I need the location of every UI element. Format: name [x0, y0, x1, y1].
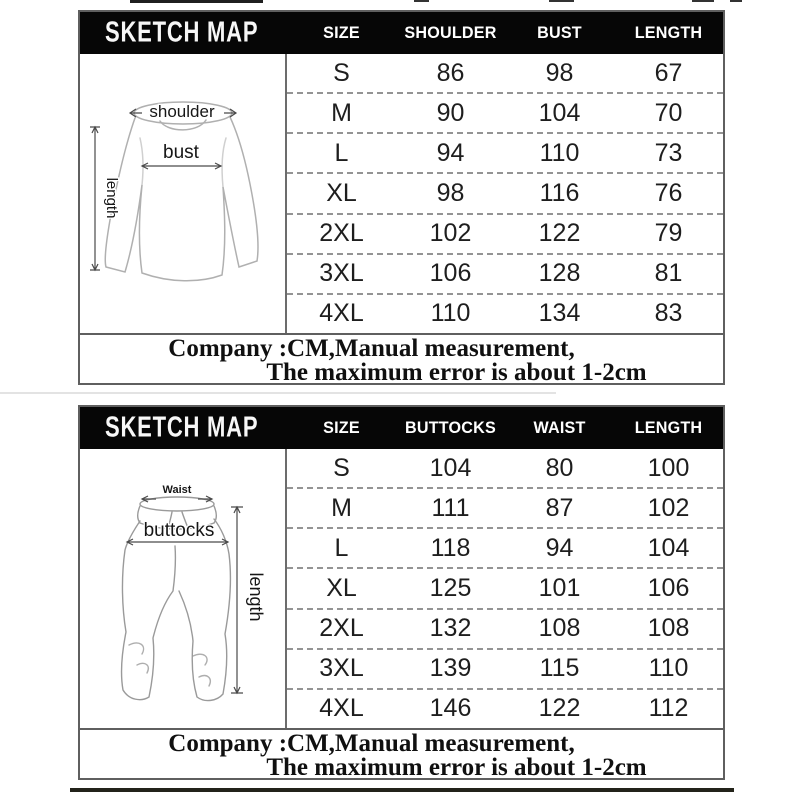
value-cell: 98	[436, 178, 465, 207]
size-cell: 4XL	[319, 299, 364, 328]
size-cell: S	[333, 453, 350, 482]
top-header-bar	[80, 12, 723, 54]
measurement-note	[80, 333, 723, 386]
value-cell: 108	[647, 614, 690, 643]
table-row	[287, 172, 723, 212]
bust-label: bust	[163, 142, 199, 163]
value-cell: 101	[538, 573, 581, 602]
value-cell: 104	[647, 533, 690, 562]
crop-artifact	[130, 0, 263, 3]
bottom-header-bar	[80, 407, 723, 449]
shirt-sketch	[80, 54, 285, 333]
crop-artifact	[414, 0, 429, 2]
value-cell: 125	[429, 573, 472, 602]
value-cell: 122	[538, 694, 581, 723]
column-header-bust: BUST	[537, 23, 582, 42]
value-cell: 80	[545, 453, 574, 482]
column-header-shoulder: SHOULDER	[404, 23, 497, 42]
note-line-1: Company :CM,Manual measurement,	[168, 335, 575, 362]
bottom-divider-strip	[70, 788, 734, 792]
measurement-note	[80, 728, 723, 781]
waist-label: Waist	[162, 484, 192, 496]
value-cell: 70	[654, 98, 683, 127]
size-cell: 3XL	[319, 654, 364, 683]
value-cell: 106	[647, 573, 690, 602]
table-row	[287, 608, 723, 648]
value-cell: 94	[545, 533, 574, 562]
size-cell: 3XL	[319, 259, 364, 288]
value-cell: 81	[654, 259, 683, 288]
size-cell: M	[331, 493, 352, 522]
table-row	[287, 92, 723, 132]
crop-artifact	[549, 0, 574, 2]
size-cell: XL	[326, 573, 357, 602]
crop-artifact	[692, 0, 714, 2]
value-cell: 87	[545, 493, 574, 522]
size-cell: 2XL	[319, 219, 364, 248]
value-cell: 90	[436, 98, 465, 127]
value-cell: 139	[429, 654, 472, 683]
size-cell: S	[333, 58, 350, 87]
value-cell: 110	[648, 654, 689, 683]
value-cell: 102	[429, 219, 472, 248]
value-cell: 128	[538, 259, 581, 288]
value-cell: 106	[429, 259, 472, 288]
top-size-table	[287, 54, 723, 333]
length-label: length	[103, 177, 120, 219]
value-cell: 79	[654, 219, 683, 248]
value-cell: 116	[539, 178, 580, 207]
sketch-map-title: SKETCH MAP	[105, 16, 259, 49]
value-cell: 110	[430, 299, 471, 328]
column-header-length: LENGTH	[634, 418, 703, 437]
value-cell: 104	[429, 453, 472, 482]
size-cell: L	[334, 138, 349, 167]
size-chart-top	[78, 10, 725, 385]
value-cell: 111	[431, 493, 470, 522]
table-row	[287, 253, 723, 293]
table-row	[287, 132, 723, 172]
value-cell: 104	[538, 98, 581, 127]
table-row	[287, 688, 723, 728]
value-cell: 112	[648, 694, 689, 723]
note-line-2: The maximum error is about 1-2cm	[266, 754, 647, 781]
table-row	[287, 293, 723, 333]
value-cell: 134	[538, 299, 581, 328]
value-cell: 102	[647, 493, 690, 522]
value-cell: 83	[654, 299, 683, 328]
value-cell: 76	[654, 178, 683, 207]
bottom-column-headers	[287, 407, 723, 449]
value-cell: 73	[654, 138, 683, 167]
value-cell: 67	[654, 58, 683, 87]
value-cell: 94	[436, 138, 465, 167]
section-divider-ghost	[0, 392, 556, 394]
top-column-headers	[287, 12, 723, 54]
value-cell: 118	[430, 533, 471, 562]
value-cell: 86	[436, 58, 465, 87]
value-cell: 146	[429, 694, 472, 723]
table-row	[287, 567, 723, 607]
table-row	[287, 487, 723, 527]
shirt-sketch-panel	[80, 54, 287, 333]
pants-sketch	[80, 449, 285, 728]
value-cell: 122	[538, 219, 581, 248]
size-cell: M	[331, 98, 352, 127]
pants-sketch-panel	[80, 449, 287, 728]
value-cell: 115	[539, 654, 580, 683]
note-line-1: Company :CM,Manual measurement,	[168, 730, 575, 757]
size-cell: 2XL	[319, 614, 364, 643]
size-cell: L	[334, 533, 349, 562]
table-row	[287, 527, 723, 567]
shoulder-label: shoulder	[149, 102, 215, 121]
sketch-map-title: SKETCH MAP	[105, 411, 259, 444]
buttocks-label: buttocks	[143, 520, 215, 541]
note-line-2: The maximum error is about 1-2cm	[266, 359, 647, 386]
value-cell: 132	[429, 614, 472, 643]
value-cell: 98	[545, 58, 574, 87]
value-cell: 110	[539, 138, 580, 167]
column-header-length: LENGTH	[634, 23, 703, 42]
value-cell: 100	[647, 453, 690, 482]
table-row	[287, 648, 723, 688]
crop-artifact	[730, 0, 742, 2]
table-row	[287, 449, 723, 487]
column-header-size: SIZE	[323, 418, 360, 437]
column-header-buttocks: BUTTOCKS	[405, 418, 496, 437]
value-cell: 108	[538, 614, 581, 643]
size-chart-bottom	[78, 405, 725, 780]
size-cell: XL	[326, 178, 357, 207]
length-label: length	[246, 572, 266, 622]
column-header-waist: WAIST	[533, 418, 586, 437]
table-row	[287, 213, 723, 253]
bottom-size-table	[287, 449, 723, 728]
table-row	[287, 54, 723, 92]
size-cell: 4XL	[319, 694, 364, 723]
column-header-size: SIZE	[323, 23, 360, 42]
